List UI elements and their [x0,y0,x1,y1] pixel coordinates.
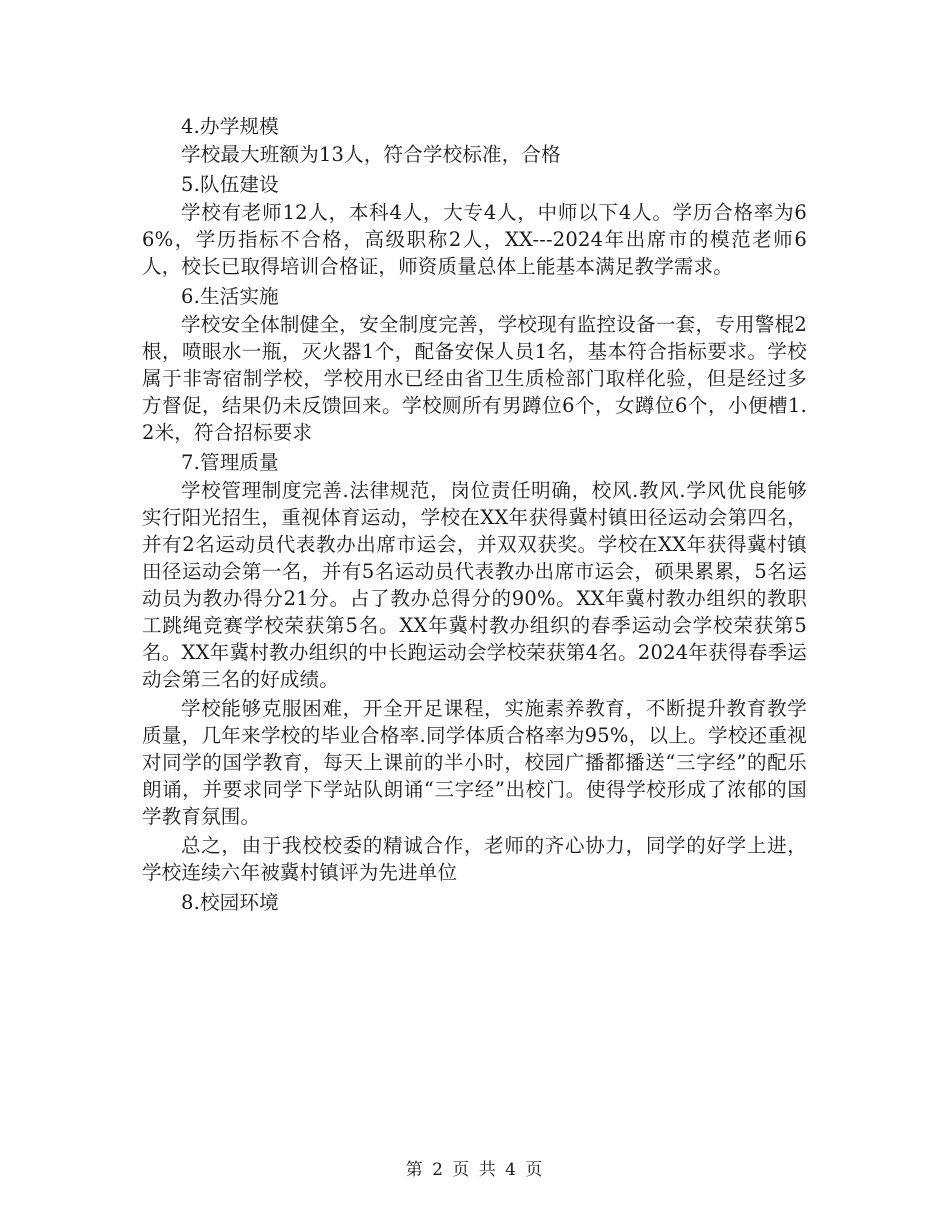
paragraph-staff: 学校有老师12人，本科4人，大专4人，中师以下4人。学历合格率为66%，学历指标不合格，高级职称2人，XX---2024年出席市的模范老师6人，校长已取得培训合格证，师资质量总体上能基本满足教学需求。 [142,201,807,278]
section-heading-scale: 4.办学规模 [181,115,279,138]
section-heading-facilities: 6.生活实施 [181,285,279,308]
paragraph-facilities: 学校安全体制健全，安全制度完善，学校现有监控设备一套，专用警棍2根，喷眼水一瓶，灭火器1个，配备安保人员1名，基本符合指标要求。学校属于非寄宿制学校，学校用水已经由省卫生质检部门取样化验，但是经过多方督促，结果仍未反馈回来。学校厕所有男蹲位6个，女蹲位6个，小便槽1.2米，符合招标要求 [142,313,807,444]
document-body [142,112,807,917]
paragraph-scale: 学校最大班额为13人，符合学校标准，合格 [181,143,561,166]
paragraph-curriculum: 学校能够克服困难，开全开足课程，实施素养教育，不断提升教育教学质量，几年来学校的毕业合格率.同学体质合格率为95%，以上。学校还重视对同学的国学教育，每天上课前的半小时，校园广播都播送“三字经”的配乐朗诵，并要求同学下学站队朗诵“三字经”出校门。使得学校形成了浓郁的国学教育氛围。 [142,697,807,828]
section-heading-management: 7.管理质量 [181,451,279,474]
section-heading-environment: 8.校园环境 [181,891,279,914]
paragraph-management: 学校管理制度完善.法律规范，岗位责任明确，校风.教风.学风优良能够实行阳光招生，重视体育运动，学校在XX年获得冀村镇田径运动会第四名，并有2名运动员代表教办出席市运会，并双双获奖。学校在XX年获得冀村镇田径运动会第一名，并有5名运动员代表教办出席市运会，硕果累累，5名运动员为教办得分21分。占了教办总得分的90%。XX年冀村教办组织的教职工跳绳竞赛学校荣获第5名。XX年冀村教办组织的春季运动会学校荣获第5名。XX年冀村教办组织的中长跑运动会学校荣获第4名。2024年获得春季运动会第三名的好成绩。 [142,479,807,691]
page-number-footer: 第 2 页 共 4 页 [405,1160,545,1180]
section-heading-staff: 5.队伍建设 [181,173,279,196]
paragraph-summary: 总之，由于我校校委的精诚合作，老师的齐心协力，同学的好学上进，学校连续六年被冀村镇评为先进单位 [142,834,807,884]
